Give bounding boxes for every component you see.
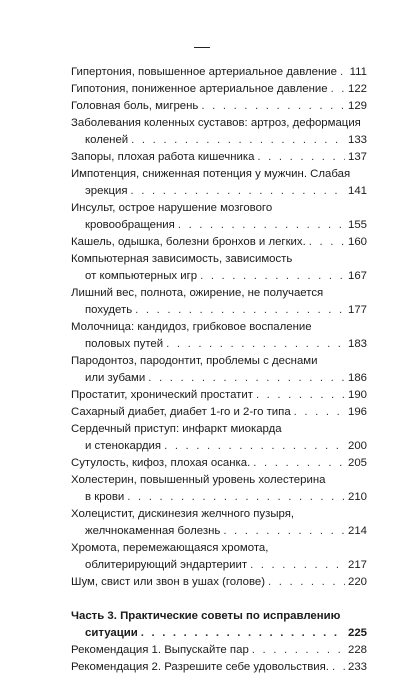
toc-entry-title-line: Сахарный диабет, диабет 1-го и 2-го типа — [71, 406, 291, 418]
toc-entry — [71, 421, 367, 455]
page-number: 155 — [347, 219, 367, 231]
toc-entry — [71, 319, 367, 353]
toc-entry-last-line — [71, 234, 367, 251]
toc-entry — [71, 81, 367, 98]
toc-entry-title-line: в крови — [85, 491, 125, 503]
toc-entry-title-line: Инсульт, острое нарушение мозгового — [71, 202, 273, 214]
page-number: 183 — [347, 338, 367, 350]
toc-entry-last-line — [71, 149, 367, 166]
page-number: 190 — [347, 389, 367, 401]
page-number: 214 — [347, 525, 367, 537]
dot-leader — [200, 268, 345, 285]
page-number: 196 — [347, 406, 367, 418]
toc-entry-last-line — [71, 302, 367, 319]
page-number: 225 — [347, 627, 367, 639]
toc-entry-last-line — [71, 574, 367, 591]
dot-leader — [256, 387, 345, 404]
toc-entry-last-line — [71, 98, 367, 115]
toc-entry-title-line: Холецистит, дискинезия желчного пузыря, — [71, 508, 295, 520]
toc-entry — [71, 64, 367, 81]
toc-entry-title-line: Сутулость, кифоз, плохая осанка. — [71, 457, 251, 469]
toc-entry-title-line: Импотенция, сниженная потенция у мужчин. Слабая — [71, 168, 351, 180]
toc-entry — [71, 659, 367, 676]
dot-leader — [135, 302, 345, 319]
toc-entry-title-line: похудеть — [85, 304, 133, 316]
toc-entry-last-line — [71, 81, 367, 98]
toc-entry — [71, 166, 367, 200]
toc-entry-title-line: Сердечный приступ: инфаркт миокарда — [71, 423, 282, 435]
toc-entry-last-line — [71, 557, 367, 574]
toc-entry-title-line: Головная боль, мигрень — [71, 100, 199, 112]
toc-entry-title-line: от компьютерных игр — [85, 270, 198, 282]
toc-entry-title-line: или зубами — [85, 372, 146, 384]
toc-entry-title-line: коленей — [85, 134, 129, 146]
toc-entry — [71, 404, 367, 421]
toc-entry-last-line — [71, 455, 367, 472]
table-of-contents — [71, 64, 367, 676]
toc-entry — [71, 540, 367, 574]
top-rule — [194, 47, 210, 48]
dot-leader — [178, 217, 345, 234]
dot-leader — [252, 642, 345, 659]
toc-entry-last-line — [71, 132, 367, 149]
page-number: 133 — [347, 134, 367, 146]
dot-leader — [223, 523, 345, 540]
dot-leader — [257, 149, 345, 166]
dot-leader — [166, 336, 345, 353]
toc-entry-title-line: желчнокаменная болезнь — [85, 525, 221, 537]
toc-entry-last-line — [71, 387, 367, 404]
toc-entry — [71, 200, 367, 234]
toc-entry-title-line: эрекция — [85, 185, 128, 197]
toc-entry-title-line: Шум, свист или звон в ушах (голове) — [71, 576, 266, 588]
toc-entry-title-line: кровообращения — [85, 219, 175, 231]
toc-entry-last-line — [71, 217, 367, 234]
page-number: 122 — [347, 83, 367, 95]
dot-leader — [164, 438, 345, 455]
toc-entry — [71, 574, 367, 591]
toc-entry-title-line: облитерирующий эндартериит — [85, 559, 248, 571]
toc-entry — [71, 387, 367, 404]
toc-entry-title-line: Заболевания коленных суставов: артроз, деформация — [71, 117, 361, 129]
toc-entry-title-line: Молочница: кандидоз, грибковое воспаление — [71, 321, 312, 333]
toc-entry — [71, 115, 367, 149]
toc-entry-title-line: Лишний вес, полнота, ожирение, не получается — [71, 287, 324, 299]
dot-leader — [131, 183, 345, 200]
toc-entry-last-line — [71, 489, 367, 506]
dot-leader — [250, 557, 345, 574]
dot-leader — [131, 132, 345, 149]
toc-entry-title-line: Пародонтоз, пародонтит, проблемы с деснами — [71, 355, 318, 367]
toc-entry — [71, 642, 367, 659]
toc-entry-last-line — [71, 183, 367, 200]
page-number: 210 — [347, 491, 367, 503]
toc-entry-last-line — [71, 523, 367, 540]
toc-entry-last-line — [71, 370, 367, 387]
dot-leader — [294, 404, 345, 421]
page-number: 137 — [347, 151, 367, 163]
dot-leader — [340, 64, 347, 81]
toc-entry — [71, 98, 367, 115]
dot-leader — [331, 81, 345, 98]
toc-entry-title-line: Холестерин, повышенный уровень холестерина — [71, 474, 326, 486]
toc-entry-last-line — [71, 336, 367, 353]
toc-entry-title-line: ситуации — [85, 627, 138, 639]
page-number: 141 — [347, 185, 367, 197]
page-number: 186 — [347, 372, 367, 384]
dot-leader — [253, 455, 345, 472]
dot-leader — [201, 98, 345, 115]
toc-entry — [71, 455, 367, 472]
page-number: 200 — [347, 440, 367, 452]
toc-entry — [71, 149, 367, 166]
toc-entry-last-line — [71, 642, 367, 659]
toc-entry-title-line: Рекомендация 2. Разрешите себе удовольствия. — [71, 661, 329, 673]
page-number: 111 — [349, 66, 367, 78]
toc-entry-last-line — [71, 625, 367, 642]
toc-entry — [71, 472, 367, 506]
dot-leader — [148, 370, 345, 387]
toc-entry — [71, 353, 367, 387]
page-number: 167 — [347, 270, 367, 282]
toc-entry-last-line — [71, 659, 367, 676]
toc-entry-last-line — [71, 438, 367, 455]
toc-entry-title-line: Гипотония, пониженное артериальное давление — [71, 83, 328, 95]
dot-leader — [309, 234, 345, 251]
toc-entry-last-line — [71, 268, 367, 285]
dot-leader — [141, 625, 345, 642]
dot-leader — [332, 659, 345, 676]
toc-entry-title-line: Запоры, плохая работа кишечника — [71, 151, 255, 163]
toc-entry — [71, 608, 367, 642]
page-number: 217 — [347, 559, 367, 571]
toc-entry-title-line: и стенокардия — [85, 440, 162, 452]
toc-entry-last-line — [71, 64, 367, 81]
toc-entry-title-line: Компьютерная зависимость, зависимость — [71, 253, 293, 265]
page-number: 129 — [347, 100, 367, 112]
page-number: 233 — [347, 661, 367, 673]
toc-entry-title-line: Гипертония, повышенное артериальное давление — [71, 66, 338, 78]
toc-entry — [71, 234, 367, 251]
dot-leader — [127, 489, 345, 506]
page-number: 160 — [347, 236, 367, 248]
page-number: 205 — [347, 457, 367, 469]
toc-entry-title-line: половых путей — [85, 338, 164, 350]
toc-entry — [71, 285, 367, 319]
toc-entry — [71, 251, 367, 285]
toc-entry-last-line — [71, 404, 367, 421]
page-number: 228 — [347, 644, 367, 656]
toc-entry-title-line: Рекомендация 1. Выпускайте пар — [71, 644, 249, 656]
toc-entry — [71, 506, 367, 540]
page-number: 220 — [347, 576, 367, 588]
toc-entry-title-line: Кашель, одышка, болезни бронхов и легких. — [71, 236, 306, 248]
toc-entry-title-line: Хромота, перемежающаяся хромота, — [71, 542, 269, 554]
toc-entry-title-line: Простатит, хронический простатит — [71, 389, 253, 401]
dot-leader — [268, 574, 345, 591]
page-number: 177 — [347, 304, 367, 316]
toc-entry-title-line: Часть 3. Практические советы по исправлению — [71, 610, 341, 622]
